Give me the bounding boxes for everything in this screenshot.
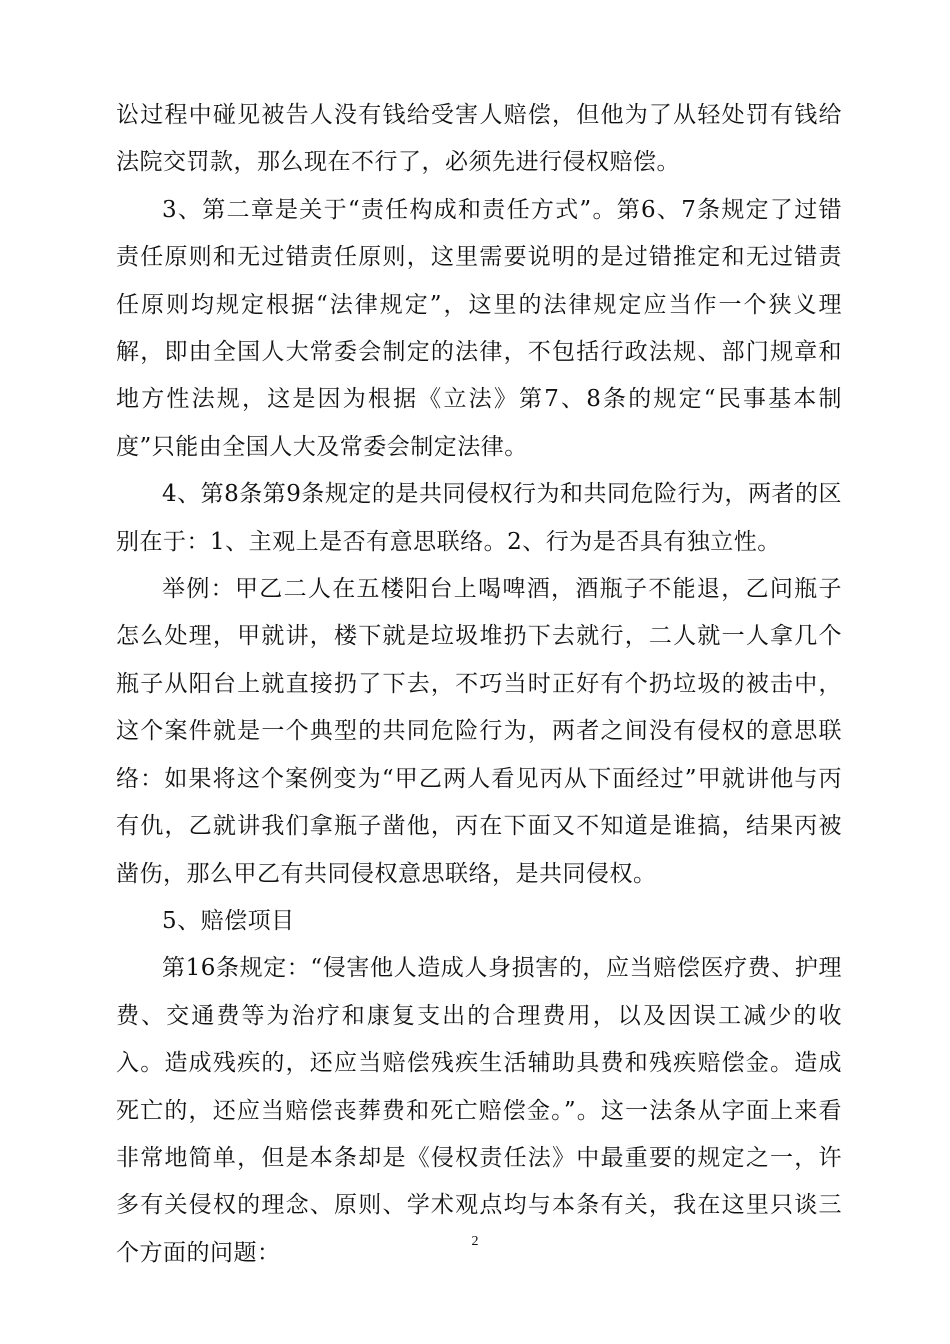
paragraph-chapter-two: 3、第二章是关于“责任构成和责任方式”。第6、7条规定了过错责任原则和无过错责任原则，这里需要说明的是过错推定和无过错责任原则均规定根据“法律规定”，这里的法律规定应当作一个狭义理解，即由全国人大常委会制定的法律，不包括行政法规、部门规章和地方性法规，这是因为根据《立法》第7、8条的规定“民事基本制度”只能由全国人大及常委会制定法律。 (116, 196, 842, 460)
document-body (116, 92, 842, 1277)
page-number: 2 (471, 1234, 479, 1249)
section-heading-compensation: 5、赔偿项目 (162, 907, 295, 934)
paragraph-article-16: 第16条规定：“侵害他人造成人身损害的，应当赔偿医疗费、护理费、交通费等为治疗和康复支出的合理费用，以及因误工减少的收入。造成残疾的，还应当赔偿残疾生活辅助具费和残疾赔偿金。造成死亡的，还应当赔偿丧葬费和死亡赔偿金。”。这一法条从字面上来看非常地简单，但是本条却是《侵权责任法》中最重要的规定之一，许多有关侵权的理念、原则、学术观点均与本条有关，我在这里只谈三个方面的问题： (116, 955, 842, 1266)
paragraph-continuation: 讼过程中碰见被告人没有钱给受害人赔偿，但他为了从轻处罚有钱给法院交罚款，那么现在不行了，必须先进行侵权赔偿。 (116, 102, 842, 176)
paragraph-joint-tort: 4、第8条第9条规定的是共同侵权行为和共同危险行为，两者的区别在于：1、主观上是否有意思联络。2、行为是否具有独立性。 (116, 481, 842, 555)
paragraph-example: 举例：甲乙二人在五楼阳台上喝啤酒，酒瓶子不能退，乙问瓶子怎么处理，甲就讲，楼下就是垃圾堆扔下去就行，二人就一人拿几个瓶子从阳台上就直接扔了下去，不巧当时正好有个扔垃圾的被击中，这个案件就是一个典型的共同危险行为，两者之间没有侵权的意思联络：如果将这个案例变为“甲乙两人看见丙从下面经过”甲就讲他与丙有仇，乙就讲我们拿瓶子凿他，丙在下面又不知道是谁搞，结果丙被凿伤，那么甲乙有共同侵权意思联络，是共同侵权。 (116, 576, 842, 887)
